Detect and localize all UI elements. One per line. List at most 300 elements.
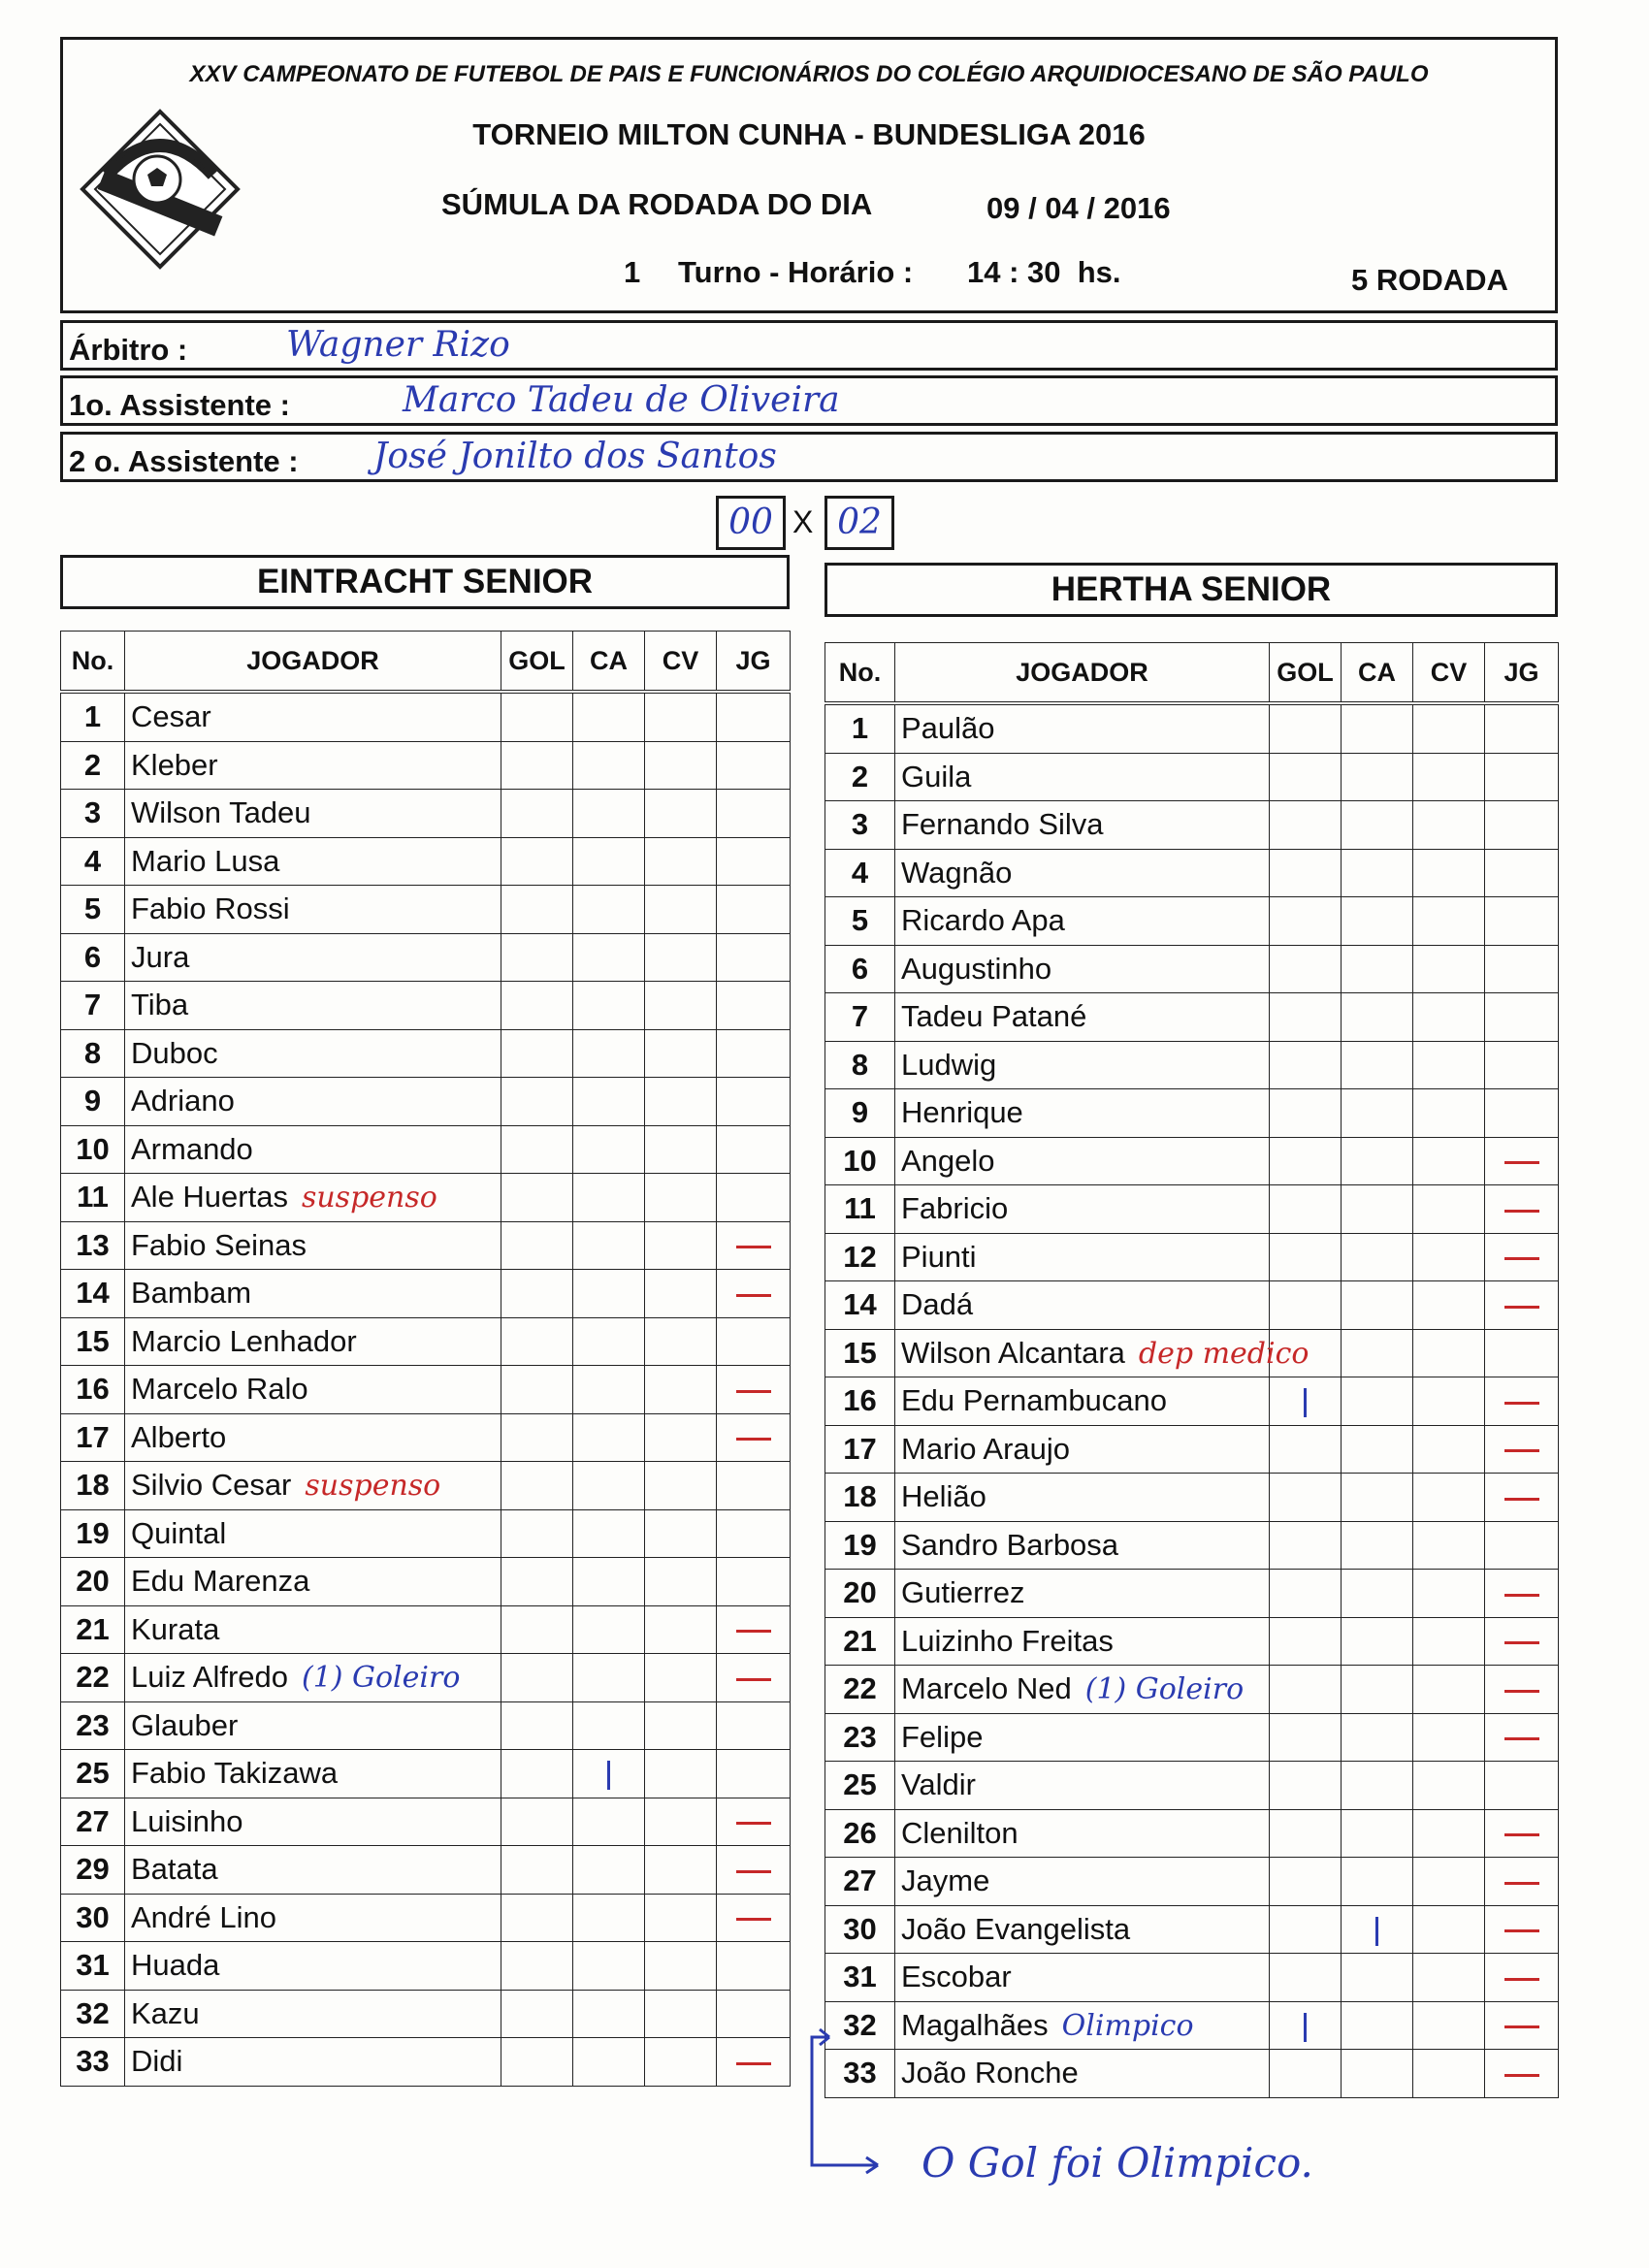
col-ca: CA bbox=[1342, 643, 1413, 704]
assistant2-label: 2 o. Assistente : bbox=[69, 444, 299, 478]
ca-cell bbox=[1342, 2001, 1413, 2050]
played-mark bbox=[1504, 1929, 1539, 1932]
player-name: Marcelo Ned bbox=[901, 1671, 1072, 1706]
table-row bbox=[825, 1329, 1559, 1377]
player-name: Luizinho Freitas bbox=[901, 1623, 1114, 1658]
table-row bbox=[825, 1281, 1559, 1330]
gol-cell bbox=[501, 1413, 573, 1462]
ca-cell bbox=[1342, 1570, 1413, 1618]
player-number: 3 bbox=[61, 790, 125, 838]
gol-cell bbox=[501, 1558, 573, 1606]
ca-cell bbox=[573, 1366, 645, 1414]
gol-cell bbox=[501, 741, 573, 790]
ca-cell bbox=[1342, 2050, 1413, 2098]
player-cell bbox=[125, 1798, 501, 1846]
table-row bbox=[825, 1570, 1559, 1618]
cv-cell bbox=[645, 1750, 717, 1798]
gol-cell bbox=[1270, 1185, 1342, 1234]
cv-cell bbox=[1413, 1329, 1485, 1377]
ca-cell bbox=[1342, 849, 1413, 897]
gol-cell bbox=[501, 1221, 573, 1270]
cv-cell bbox=[645, 790, 717, 838]
match-date: 09 / 04 / 2016 bbox=[986, 191, 1171, 225]
jg-cell bbox=[717, 1509, 791, 1558]
jg-cell bbox=[717, 2038, 791, 2087]
table-row bbox=[825, 1905, 1559, 1954]
ca-cell bbox=[573, 982, 645, 1030]
played-mark bbox=[736, 2062, 771, 2065]
gol-cell bbox=[1270, 2050, 1342, 2098]
player-number: 3 bbox=[825, 801, 895, 850]
table-row bbox=[61, 1558, 791, 1606]
jg-cell bbox=[1485, 1666, 1559, 1714]
player-name: Sandro Barbosa bbox=[901, 1527, 1119, 1562]
ca-cell bbox=[573, 837, 645, 886]
table-row bbox=[61, 1366, 791, 1414]
ca-cell bbox=[1342, 1281, 1413, 1330]
jg-cell bbox=[717, 982, 791, 1030]
gol-cell bbox=[501, 1029, 573, 1078]
table-row bbox=[61, 1894, 791, 1942]
jg-cell bbox=[717, 1366, 791, 1414]
player-cell bbox=[125, 2038, 501, 2087]
ca-cell bbox=[573, 886, 645, 934]
table-row bbox=[825, 1521, 1559, 1570]
played-mark bbox=[1504, 2074, 1539, 2077]
jg-cell bbox=[717, 1317, 791, 1366]
ca-cell bbox=[1342, 1233, 1413, 1281]
player-name: Piunti bbox=[901, 1239, 977, 1274]
gol-cell bbox=[501, 1509, 573, 1558]
gol-cell bbox=[1270, 1666, 1342, 1714]
jg-cell bbox=[717, 1894, 791, 1942]
cv-cell bbox=[645, 1174, 717, 1222]
cv-cell bbox=[1413, 703, 1485, 753]
col-cv: CV bbox=[645, 632, 717, 693]
assistant1-name: Marco Tadeu de Oliveira bbox=[403, 380, 840, 420]
player-name: Guila bbox=[901, 759, 972, 794]
jg-cell bbox=[717, 1413, 791, 1462]
player-cell bbox=[895, 1905, 1270, 1954]
player-name: Mario Lusa bbox=[131, 843, 280, 878]
gol-cell bbox=[501, 1654, 573, 1702]
ca-cell bbox=[573, 741, 645, 790]
player-number: 25 bbox=[61, 1750, 125, 1798]
table-row bbox=[825, 801, 1559, 850]
ca-cell bbox=[573, 1317, 645, 1366]
played-mark bbox=[1504, 1737, 1539, 1740]
col-gol: GOL bbox=[1270, 643, 1342, 704]
gol-cell bbox=[501, 1798, 573, 1846]
cv-cell bbox=[645, 1221, 717, 1270]
table-row bbox=[61, 982, 791, 1030]
gol-cell bbox=[501, 1605, 573, 1654]
player-number: 6 bbox=[61, 933, 125, 982]
gol-tally-mark bbox=[1304, 2013, 1307, 2042]
col-cv: CV bbox=[1413, 643, 1485, 704]
player-number: 33 bbox=[825, 2050, 895, 2098]
player-name: Silvio Cesar bbox=[131, 1468, 292, 1503]
table-row bbox=[61, 1413, 791, 1462]
gol-cell bbox=[1270, 1281, 1342, 1330]
player-name: Tadeu Patané bbox=[901, 999, 1087, 1034]
table-row bbox=[61, 1462, 791, 1510]
cv-cell bbox=[645, 1894, 717, 1942]
player-number: 7 bbox=[825, 993, 895, 1042]
table-row bbox=[61, 1270, 791, 1318]
ca-cell bbox=[1342, 1762, 1413, 1810]
gol-cell bbox=[501, 1174, 573, 1222]
cv-cell bbox=[1413, 1281, 1485, 1330]
player-cell bbox=[895, 1041, 1270, 1089]
player-cell bbox=[895, 1666, 1270, 1714]
player-number: 2 bbox=[825, 753, 895, 801]
player-cell bbox=[125, 1701, 501, 1750]
player-number: 2 bbox=[61, 741, 125, 790]
player-number: 10 bbox=[825, 1137, 895, 1185]
player-name: João Ronche bbox=[901, 2056, 1079, 2090]
jg-cell bbox=[717, 1846, 791, 1895]
jg-cell bbox=[717, 1558, 791, 1606]
table-row bbox=[61, 2038, 791, 2087]
cv-cell bbox=[1413, 1233, 1485, 1281]
player-cell bbox=[895, 1233, 1270, 1281]
cv-cell bbox=[645, 1605, 717, 1654]
gol-cell bbox=[501, 1990, 573, 2038]
player-number: 32 bbox=[825, 2001, 895, 2050]
jg-cell bbox=[1485, 1474, 1559, 1522]
table-row bbox=[825, 1666, 1559, 1714]
gol-tally-mark bbox=[1304, 1388, 1307, 1417]
away-score: 02 bbox=[824, 496, 894, 550]
ca-cell bbox=[573, 1894, 645, 1942]
table-row bbox=[825, 1713, 1559, 1762]
table-row bbox=[825, 1233, 1559, 1281]
player-number: 33 bbox=[61, 2038, 125, 2087]
home-score: 00 bbox=[716, 496, 786, 550]
table-row bbox=[61, 1509, 791, 1558]
player-number: 11 bbox=[61, 1174, 125, 1222]
table-row bbox=[61, 837, 791, 886]
player-number: 31 bbox=[825, 1954, 895, 2002]
assistant1-label: 1o. Assistente : bbox=[69, 388, 290, 422]
player-name: Paulão bbox=[901, 711, 995, 746]
referee-field bbox=[60, 320, 1558, 371]
player-number: 9 bbox=[61, 1078, 125, 1126]
jg-cell bbox=[1485, 1521, 1559, 1570]
ca-cell bbox=[1342, 1954, 1413, 2002]
jg-cell bbox=[717, 741, 791, 790]
player-number: 13 bbox=[61, 1221, 125, 1270]
gol-cell bbox=[1270, 753, 1342, 801]
ca-cell bbox=[1342, 703, 1413, 753]
player-cell bbox=[125, 886, 501, 934]
table-row bbox=[61, 1221, 791, 1270]
ca-cell bbox=[1342, 1137, 1413, 1185]
jg-cell bbox=[717, 886, 791, 934]
jg-cell bbox=[717, 1605, 791, 1654]
player-cell bbox=[125, 741, 501, 790]
ca-cell bbox=[1342, 1617, 1413, 1666]
table-row bbox=[825, 1377, 1559, 1426]
gol-cell bbox=[501, 1270, 573, 1318]
gol-cell bbox=[1270, 1233, 1342, 1281]
played-mark bbox=[736, 1390, 771, 1393]
cv-cell bbox=[1413, 1185, 1485, 1234]
player-name: Ale Huertas bbox=[131, 1180, 288, 1215]
gol-cell bbox=[1270, 1762, 1342, 1810]
gol-cell bbox=[1270, 2001, 1342, 2050]
gol-cell bbox=[1270, 1474, 1342, 1522]
player-cell bbox=[125, 1509, 501, 1558]
cv-cell bbox=[1413, 1713, 1485, 1762]
player-number: 14 bbox=[825, 1281, 895, 1330]
jg-cell bbox=[1485, 1858, 1559, 1906]
gol-cell bbox=[1270, 1617, 1342, 1666]
player-number: 20 bbox=[825, 1570, 895, 1618]
ca-cell bbox=[573, 1701, 645, 1750]
cv-cell bbox=[645, 741, 717, 790]
jg-cell bbox=[1485, 753, 1559, 801]
player-name: Magalhães bbox=[901, 2007, 1049, 2042]
player-cell bbox=[895, 1185, 1270, 1234]
player-name: Armando bbox=[131, 1131, 253, 1166]
player-number: 7 bbox=[61, 982, 125, 1030]
player-cell bbox=[125, 692, 501, 741]
jg-cell bbox=[1485, 1233, 1559, 1281]
gol-cell bbox=[501, 1462, 573, 1510]
gol-cell bbox=[501, 1846, 573, 1895]
player-name: Augustinho bbox=[901, 951, 1052, 986]
player-name: Cesar bbox=[131, 699, 211, 734]
cv-cell bbox=[645, 1798, 717, 1846]
jg-cell bbox=[717, 692, 791, 741]
player-number: 19 bbox=[825, 1521, 895, 1570]
played-mark bbox=[1504, 1833, 1539, 1836]
match-time: 14 : 30 hs. bbox=[967, 255, 1121, 289]
cv-cell bbox=[645, 1366, 717, 1414]
player-cell bbox=[125, 1029, 501, 1078]
table-row bbox=[61, 1078, 791, 1126]
gol-cell bbox=[1270, 1905, 1342, 1954]
player-cell bbox=[895, 945, 1270, 993]
ca-cell bbox=[573, 1846, 645, 1895]
player-number: 27 bbox=[61, 1798, 125, 1846]
player-name: Didi bbox=[131, 2044, 183, 2079]
player-cell bbox=[895, 993, 1270, 1042]
round-label: 5 RODADA bbox=[1351, 263, 1508, 297]
gol-cell bbox=[1270, 1570, 1342, 1618]
player-cell bbox=[895, 897, 1270, 946]
gol-cell bbox=[1270, 1809, 1342, 1858]
tournament-logo bbox=[78, 107, 242, 272]
cv-cell bbox=[1413, 1905, 1485, 1954]
ca-cell bbox=[1342, 1089, 1413, 1138]
ca-cell bbox=[573, 1942, 645, 1991]
jg-cell bbox=[717, 1029, 791, 1078]
player-cell bbox=[125, 1846, 501, 1895]
player-name: Adriano bbox=[131, 1084, 235, 1118]
jg-cell bbox=[717, 1990, 791, 2038]
player-note: suspenso bbox=[301, 1181, 437, 1215]
player-number: 17 bbox=[825, 1425, 895, 1474]
ca-cell bbox=[1342, 1809, 1413, 1858]
col-jg: JG bbox=[717, 632, 791, 693]
ca-cell bbox=[573, 1798, 645, 1846]
player-number: 18 bbox=[825, 1474, 895, 1522]
cv-cell bbox=[645, 1317, 717, 1366]
cv-cell bbox=[1413, 993, 1485, 1042]
table-row bbox=[825, 1185, 1559, 1234]
player-number: 15 bbox=[825, 1329, 895, 1377]
ca-cell bbox=[573, 1654, 645, 1702]
gol-cell bbox=[501, 1078, 573, 1126]
table-row bbox=[61, 886, 791, 934]
player-name: Edu Marenza bbox=[131, 1564, 310, 1599]
gol-cell bbox=[501, 1942, 573, 1991]
table-row bbox=[825, 1089, 1559, 1138]
table-row bbox=[825, 1425, 1559, 1474]
player-cell bbox=[125, 1078, 501, 1126]
played-mark bbox=[1504, 1498, 1539, 1501]
tournament-title: TORNEIO MILTON CUNHA - BUNDESLIGA 2016 bbox=[472, 117, 1146, 151]
jg-cell bbox=[1485, 801, 1559, 850]
player-cell bbox=[895, 2001, 1270, 2050]
player-name: Batata bbox=[131, 1852, 218, 1887]
ca-cell bbox=[1342, 1905, 1413, 1954]
player-number: 21 bbox=[61, 1605, 125, 1654]
cv-cell bbox=[645, 837, 717, 886]
ca-cell bbox=[573, 1029, 645, 1078]
player-cell bbox=[895, 1137, 1270, 1185]
player-name: João Evangelista bbox=[901, 1911, 1131, 1946]
player-cell bbox=[895, 1617, 1270, 1666]
col-no: No. bbox=[825, 643, 895, 704]
cv-cell bbox=[645, 1509, 717, 1558]
gol-cell bbox=[1270, 1858, 1342, 1906]
player-note: (1) Goleiro bbox=[302, 1661, 461, 1696]
player-number: 15 bbox=[61, 1317, 125, 1366]
jg-cell bbox=[717, 1654, 791, 1702]
player-cell bbox=[895, 849, 1270, 897]
table-row bbox=[825, 945, 1559, 993]
played-mark bbox=[736, 1822, 771, 1825]
player-cell bbox=[895, 2050, 1270, 2098]
player-cell bbox=[895, 1425, 1270, 1474]
played-mark bbox=[1504, 1161, 1539, 1164]
gol-cell bbox=[501, 1125, 573, 1174]
player-name: Tiba bbox=[131, 988, 189, 1022]
cv-cell bbox=[1413, 753, 1485, 801]
player-cell bbox=[895, 1858, 1270, 1906]
table-row bbox=[61, 1174, 791, 1222]
table-row bbox=[61, 1605, 791, 1654]
player-cell bbox=[125, 1125, 501, 1174]
gol-cell bbox=[501, 1894, 573, 1942]
player-cell bbox=[895, 1762, 1270, 1810]
cv-cell bbox=[645, 1413, 717, 1462]
table-row bbox=[61, 692, 791, 741]
player-cell bbox=[895, 1521, 1270, 1570]
ca-cell bbox=[1342, 801, 1413, 850]
away-team-name: HERTHA SENIOR bbox=[824, 563, 1558, 617]
table-row bbox=[825, 1137, 1559, 1185]
jg-cell bbox=[1485, 1137, 1559, 1185]
player-cell bbox=[895, 753, 1270, 801]
cv-cell bbox=[1413, 1617, 1485, 1666]
player-number: 11 bbox=[825, 1185, 895, 1234]
table-row bbox=[825, 703, 1559, 753]
player-name: Mario Araujo bbox=[901, 1431, 1071, 1466]
player-cell bbox=[125, 1270, 501, 1318]
gol-cell bbox=[1270, 801, 1342, 850]
player-cell bbox=[125, 1558, 501, 1606]
gol-cell bbox=[501, 837, 573, 886]
player-name: Luisinho bbox=[131, 1803, 243, 1838]
player-number: 21 bbox=[825, 1617, 895, 1666]
player-number: 6 bbox=[825, 945, 895, 993]
jg-cell bbox=[1485, 1281, 1559, 1330]
player-cell bbox=[125, 1317, 501, 1366]
ca-tally-mark bbox=[607, 1761, 610, 1790]
player-name: Escobar bbox=[901, 1960, 1012, 1994]
home-roster-table bbox=[60, 631, 791, 2087]
gol-cell bbox=[501, 886, 573, 934]
cv-cell bbox=[645, 1029, 717, 1078]
player-cell bbox=[895, 801, 1270, 850]
player-note: Olimpico bbox=[1061, 2008, 1194, 2043]
player-name: Huada bbox=[131, 1948, 220, 1983]
player-number: 22 bbox=[61, 1654, 125, 1702]
player-cell bbox=[125, 982, 501, 1030]
ca-cell bbox=[573, 1509, 645, 1558]
player-cell bbox=[125, 1221, 501, 1270]
ca-cell bbox=[573, 1990, 645, 2038]
cv-cell bbox=[1413, 801, 1485, 850]
player-name: Kleber bbox=[131, 747, 218, 782]
cv-cell bbox=[1413, 1137, 1485, 1185]
table-row bbox=[825, 849, 1559, 897]
ca-cell bbox=[573, 933, 645, 982]
player-cell bbox=[125, 1750, 501, 1798]
jg-cell bbox=[717, 790, 791, 838]
player-name: Luiz Alfredo bbox=[131, 1660, 288, 1695]
player-name: Marcelo Ralo bbox=[131, 1372, 308, 1407]
cv-cell bbox=[1413, 1377, 1485, 1426]
player-number: 22 bbox=[825, 1666, 895, 1714]
cv-cell bbox=[1413, 1954, 1485, 2002]
player-name: Marcio Lenhador bbox=[131, 1323, 357, 1358]
ca-cell bbox=[1342, 945, 1413, 993]
col-gol: GOL bbox=[501, 632, 573, 693]
player-name: Quintal bbox=[131, 1515, 227, 1550]
player-number: 4 bbox=[61, 837, 125, 886]
ca-cell bbox=[573, 1558, 645, 1606]
jg-cell bbox=[1485, 849, 1559, 897]
table-row bbox=[825, 897, 1559, 946]
ca-cell bbox=[1342, 1377, 1413, 1426]
table-row bbox=[61, 790, 791, 838]
ca-cell bbox=[573, 1174, 645, 1222]
jg-cell bbox=[717, 1798, 791, 1846]
table-row bbox=[61, 1701, 791, 1750]
col-jg: JG bbox=[1485, 643, 1559, 704]
home-header-row bbox=[61, 632, 791, 693]
table-row bbox=[825, 1041, 1559, 1089]
referee-name: Wagner Rizo bbox=[286, 325, 510, 365]
assistant1-field bbox=[60, 375, 1558, 426]
gol-cell bbox=[1270, 1041, 1342, 1089]
